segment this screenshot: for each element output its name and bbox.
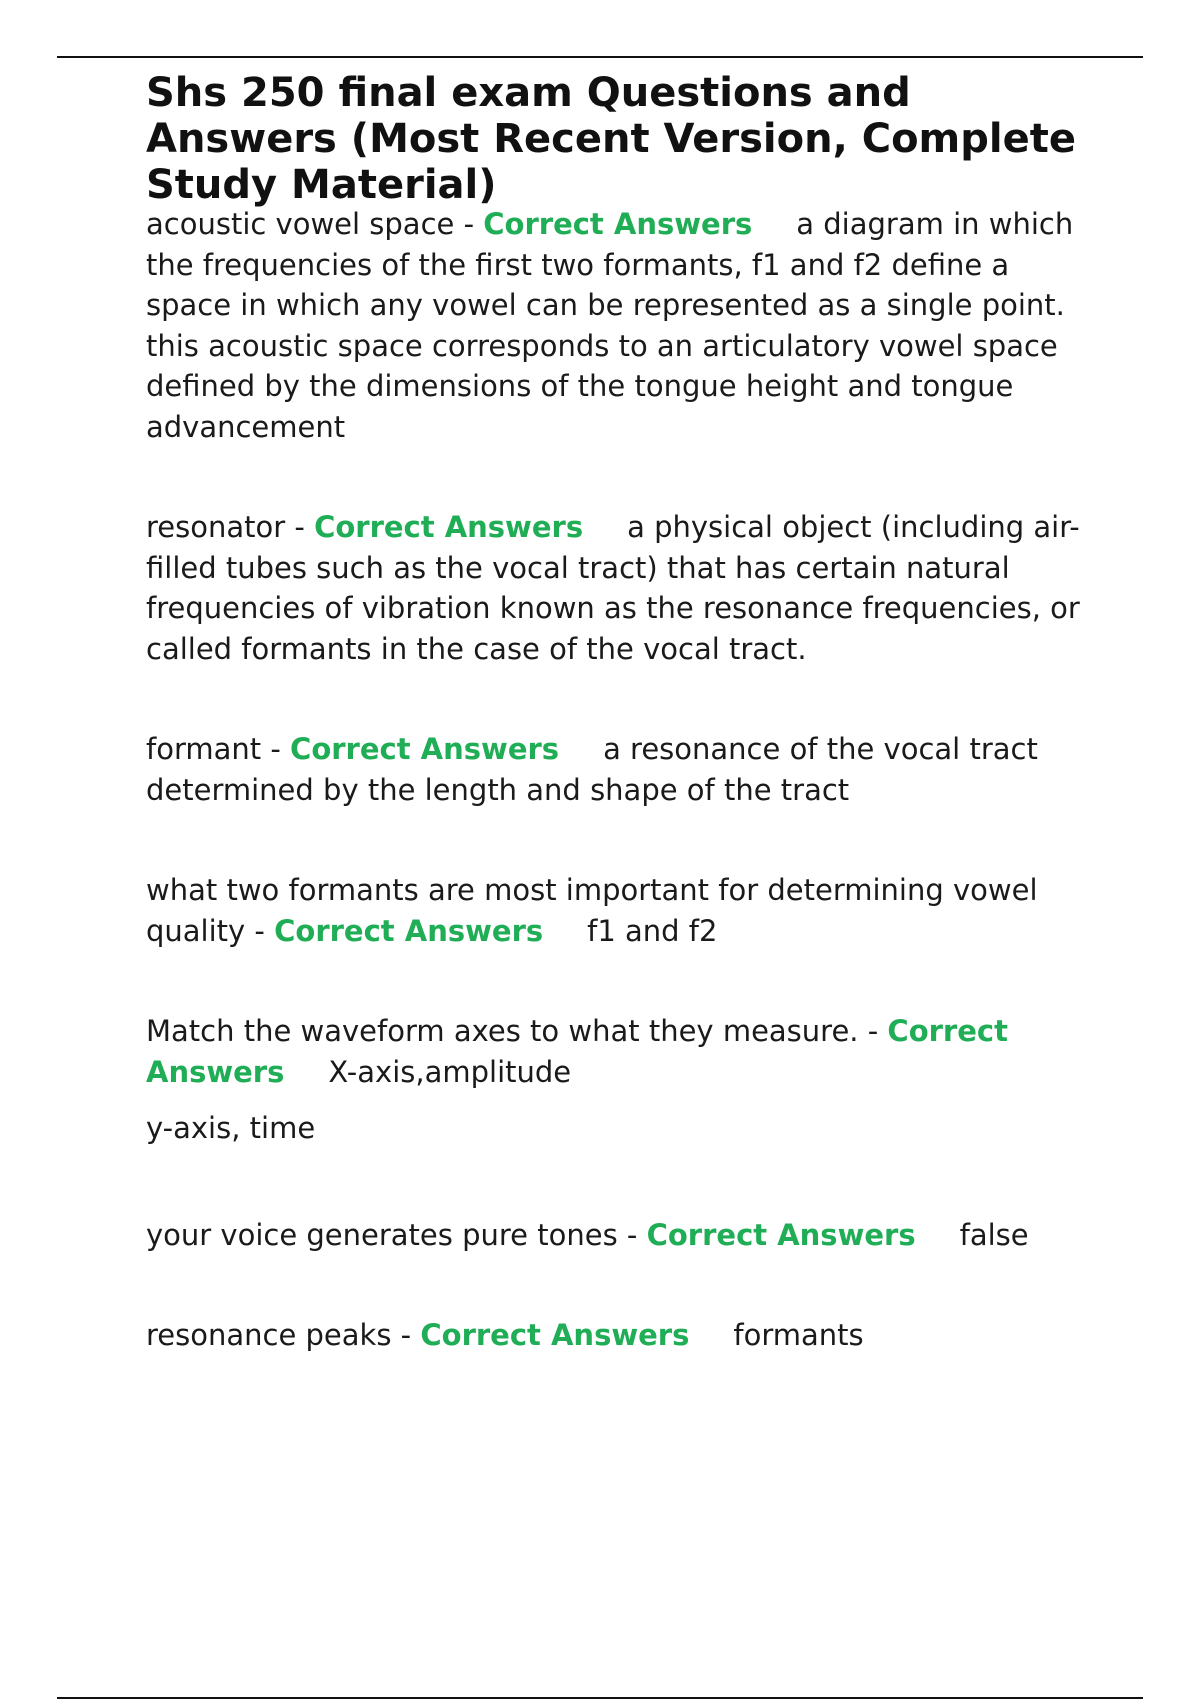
qa-item [146, 1011, 1096, 1092]
answer-text: a diagram in which the frequencies of the first two formants, f1 and f2 define a space in which any vowel can be represented as a single point. this acoustic space corresponds to an articulatory vowel space defined by the dimensions of the tongue height and tongue advancement [146, 207, 1074, 444]
correct-answers-label: Correct Answers [146, 1014, 1008, 1089]
separator: - [391, 1318, 421, 1352]
correct-answers-label: Correct Answers [314, 510, 584, 544]
separator: - [285, 510, 315, 544]
answer-text: false [959, 1217, 1029, 1252]
correct-answers-label: Correct Answers [646, 1217, 916, 1252]
qa-item [146, 507, 1096, 669]
question-text: Match the waveform axes to what they measure. [146, 1014, 859, 1048]
answer-continuation: y-axis, time [146, 1111, 316, 1145]
separator: - [858, 1014, 888, 1048]
correct-answers-label: Correct Answers [483, 207, 753, 241]
answer-text: a resonance of the vocal tract determined by the length and shape of the tract [146, 732, 1038, 807]
separator: - [245, 913, 275, 948]
qa-item [146, 1215, 1096, 1256]
separator: - [261, 732, 291, 766]
bottom-rule [57, 1697, 1143, 1699]
question-text: resonance peaks [146, 1318, 392, 1352]
qa-item [146, 204, 1096, 447]
question-text: what two formants are most important for determining vowel quality [146, 873, 1038, 948]
correct-answers-label: Correct Answers [290, 732, 560, 766]
separator: - [617, 1217, 647, 1252]
qa-item [146, 729, 1096, 810]
answer-text: a physical object (including air-filled tubes such as the vocal tract) that has certain natural frequencies of vibration known as the resonance frequencies, or called formants in the case of the vocal tract. [146, 510, 1080, 666]
question-text: acoustic vowel space [146, 207, 455, 241]
correct-answers-label: Correct Answers [274, 913, 544, 948]
question-text: formant [146, 732, 262, 766]
separator: - [454, 207, 484, 241]
top-rule [57, 56, 1143, 58]
answer-text: X-axis,amplitude [328, 1054, 572, 1089]
answer-text: formants [733, 1318, 864, 1352]
document-body [146, 70, 1096, 1356]
qa-item [146, 870, 1096, 951]
document-title: Shs 250 final exam Questions and Answers (Most Recent Version, Complete Study Material) [146, 70, 1076, 208]
question-text: your voice generates pure tones [146, 1217, 618, 1252]
correct-answers-label: Correct Answers [420, 1318, 690, 1352]
question-text: resonator [146, 510, 286, 544]
qa-item [146, 1315, 1096, 1356]
answer-text: f1 and f2 [587, 913, 718, 948]
